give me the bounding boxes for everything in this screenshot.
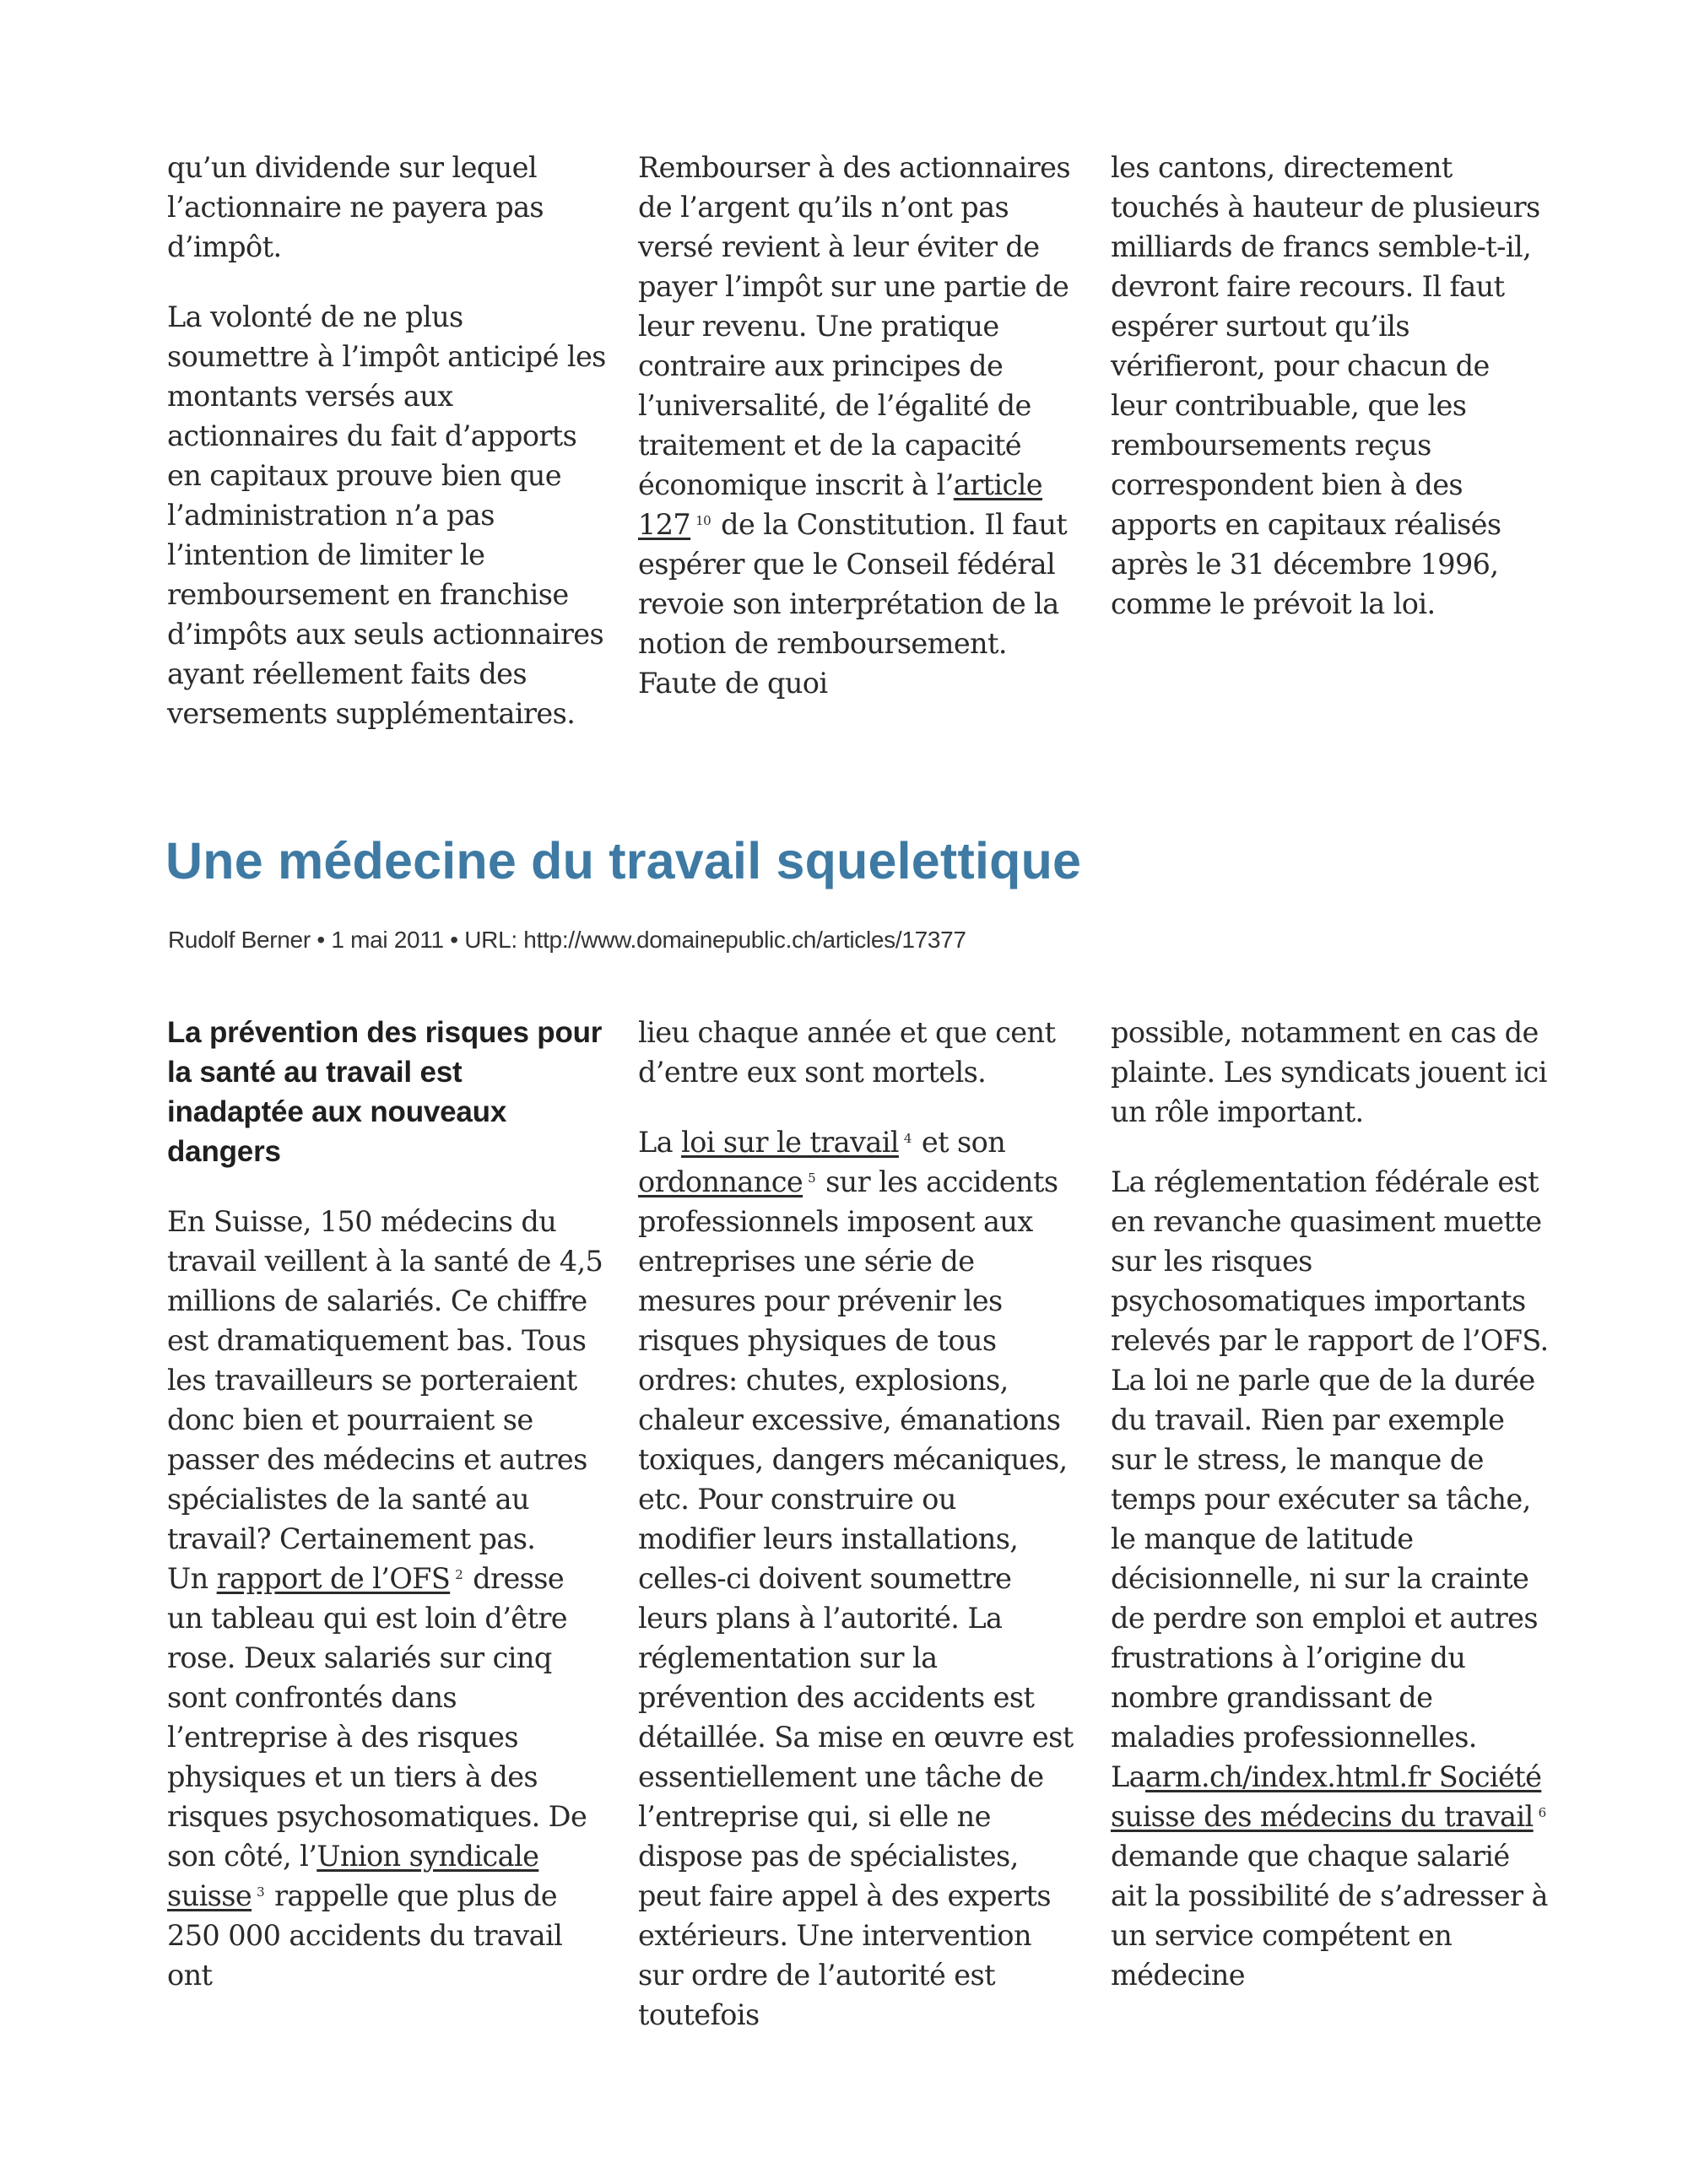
paragraph: possible, notamment en cas de plainte. Les syndicats jouent ici un rôle important. xyxy=(1111,1016,1547,1128)
footnote-ref: 4 xyxy=(903,1131,912,1146)
prev-article-column-3 xyxy=(1111,148,1550,624)
link-union-syndicale[interactable]: Union syndicale suisse xyxy=(167,1840,539,1912)
paragraph xyxy=(638,1122,1077,2035)
text: de la Constitution. Il faut espérer que le Conseil fédéral revoie son interprétation de la notion de remboursement. Faute de quoi xyxy=(638,508,1068,700)
article-column-1 xyxy=(167,1013,606,1995)
paragraph: lieu chaque année et que cent d’entre eux sont mortels. xyxy=(638,1016,1056,1089)
text: et son xyxy=(912,1126,1006,1159)
text: dresse un tableau qui est loin d’être rose. Deux salariés sur cinq sont confrontés dans l’entreprise à des risques physiques et un tiers à des risques psychosomatiques. De son côté, l’ xyxy=(167,1562,587,1873)
link-rapport-ofs[interactable]: rapport de l’OFS xyxy=(216,1562,451,1595)
link-loi-travail[interactable]: loi sur le travail xyxy=(681,1126,899,1159)
paragraph xyxy=(1111,1162,1550,1995)
text: La xyxy=(638,1126,682,1159)
paragraph xyxy=(167,1559,606,1995)
article-column-3 xyxy=(1111,1013,1550,1995)
footnote-ref: 3 xyxy=(257,1884,265,1900)
footnote-ref: 2 xyxy=(455,1567,463,1582)
text: sur les accidents professionnels imposent aux entreprises une série de mesures pour prévenir les risques physiques de tous ordres: chutes, explosions, chaleur excessive, émanations toxiques, dangers mécaniques, etc. Pour construire ou modifier leurs installations, celles-ci doivent soumettre leurs plans à l’autorité. La réglementation sur la prévention des accidents est détaillée. Sa mise en œuvre est essentiellement une tâche de l’entreprise qui, si elle ne dispose pas de spécialistes, peut faire appel à des experts extérieurs. Une intervention sur ordre de l’autorité est toutefois xyxy=(638,1165,1074,2031)
footnote-ref: 10 xyxy=(695,513,711,528)
paragraph: qu’un dividende sur lequel l’actionnaire ne payera pas d’impôt. xyxy=(167,151,544,263)
paragraph xyxy=(638,148,1077,703)
text: rappelle que plus de 250 000 accidents du travail ont xyxy=(167,1879,563,1992)
link-article-127[interactable]: article 127 xyxy=(638,468,1043,541)
article-lede: La prévention des risques pour la santé au travail est inadaptée aux nouveaux dangers xyxy=(167,1016,603,1168)
footnote-ref: 5 xyxy=(808,1170,816,1186)
article-column-2 xyxy=(638,1013,1077,2035)
prev-article-column-2 xyxy=(638,148,1077,703)
article-byline: Rudolf Berner • 1 mai 2011 • URL: http://www.domainepublic.ch/articles/17377 xyxy=(168,927,966,953)
paragraph: les cantons, directement touchés à hauteur de plusieurs milliards de francs semble-t-il, devront faire recours. Il faut espérer surtout qu’ils vérifieront, pour chacun de leur contribuable, que les remboursements reçus correspondent bien à des apports en capitaux réalisés après le 31 décembre 1996, comme le prévoit la loi. xyxy=(1111,151,1540,620)
text: demande que chaque salarié ait la possibilité de s’adresser à un service compétent en médecine xyxy=(1111,1840,1548,1992)
text: Un xyxy=(167,1562,217,1595)
paragraph: En Suisse, 150 médecins du travail veillent à la santé de 4,5 millions de salariés. Ce chiffre est dramatiquement bas. Tous les travailleurs se porteraient donc bien et pourraient se passer des médecins et autres spécialistes de la santé au travail? Certainement pas. xyxy=(167,1205,603,1555)
article-title: Une médecine du travail squelettique xyxy=(165,832,1082,889)
text: La réglementation fédérale est en revanche quasiment muette sur les risques psychosomatiques importants relevés par le rapport de l’OFS. La loi ne parle que de la durée du travail. Rien par exemple sur le stress, le manque de temps pour exécuter sa tâche, le manque de latitude décisionnelle, ni sur la crainte de perdre son emploi et autres frustrations à l’origine du nombre grandissant de maladies professionnelles. La xyxy=(1111,1165,1549,1793)
link-ssmt[interactable]: arm.ch/index.html.fr Société suisse des médecins du travail xyxy=(1111,1760,1542,1833)
paragraph: La volonté de ne plus soumettre à l’impôt anticipé les montants versés aux actionnaires du fait d’apports en capitaux prouve bien que l’administration n’a pas l’intention de limiter le remboursement en franchise d’impôts aux seuls actionnaires ayant réellement faits des versements supplémentaires. xyxy=(167,300,606,730)
text: Rembourser à des actionnaires de l’argent qu’ils n’ont pas versé revient à leur éviter de payer l’impôt sur une partie de leur revenu. Une pratique contraire aux principes de l’universalité, de l’égalité de traitement et de la capacité économique inscrit à l’ xyxy=(638,151,1070,501)
footnote-ref: 6 xyxy=(1538,1805,1546,1820)
link-ordonnance[interactable]: ordonnance xyxy=(638,1165,803,1198)
prev-article-column-1 xyxy=(167,148,606,733)
